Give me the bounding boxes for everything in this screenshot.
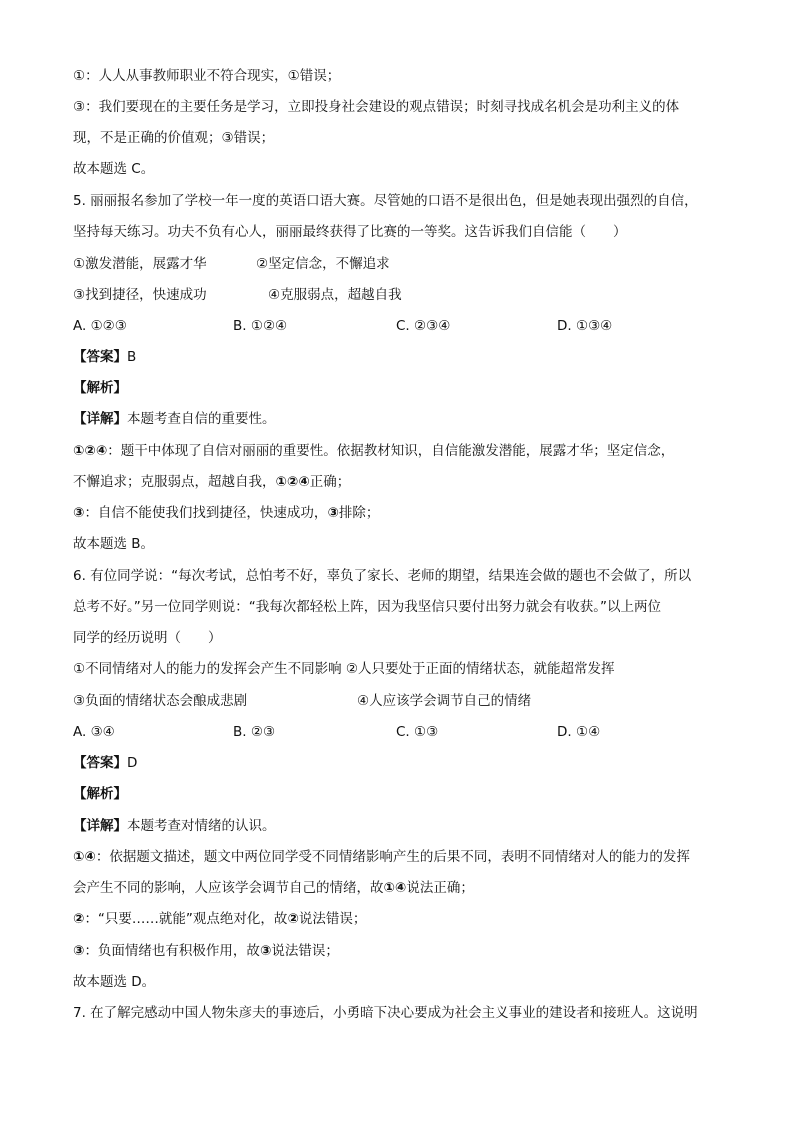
choice-a: A. ①②③ [73, 318, 127, 334]
answer-tag: 【答案】 [73, 349, 127, 365]
explanation-text: 说法错误； [298, 911, 367, 927]
explanation-text: ：题干中体现了自信对丽丽的重要性。依据教材知识，自信能激发潜能，展露才华；坚定信念， [107, 443, 675, 459]
analysis-tag [73, 378, 127, 398]
question-5-stem: 5. 丽丽报名参加了学校一年一度的英语口语大赛。尽管她的口语不是很出色，但是她表现出强烈的自信， [73, 193, 698, 209]
answer-line [73, 347, 136, 367]
explanation-text: 排除； [338, 505, 380, 521]
option-mark: ③ [327, 505, 339, 521]
option-mark: ①④ [73, 849, 96, 865]
detail-line [73, 816, 276, 836]
explanation-text: ：“只要……就能”观点绝对化，故 [84, 911, 288, 927]
option-mark: ③ [259, 943, 272, 959]
option-mark: ③ [73, 943, 85, 959]
explanation-text: ：依据题文描述，题文中两位同学受不同情绪影响产生的后果不同，表明不同情绪对人的能力的发挥 [95, 849, 690, 865]
choice-a: A. ③④ [73, 724, 115, 740]
explanation-line [73, 847, 690, 867]
statement-2: ②坚定信念，不懈追求 [256, 256, 390, 272]
explanation-line [73, 878, 474, 898]
text-line: 故本题选 C。 [73, 161, 155, 177]
explanation-line [73, 441, 674, 461]
answer-line [73, 753, 137, 773]
choice-b: B. ②③ [233, 724, 276, 740]
explanation-line [73, 503, 379, 523]
text-line: ①：人人从事教师职业不符合现实，①错误； [73, 68, 341, 84]
choice-c: C. ①③ [396, 724, 439, 740]
choice-d: D. ①④ [557, 724, 601, 740]
analysis-tag [73, 784, 127, 804]
option-mark: ①④ [383, 880, 407, 896]
explanation-line [73, 472, 350, 492]
analysis-label: 【解析】 [73, 380, 127, 396]
detail-line [73, 409, 276, 429]
explanation-text: 不懈追求；克服弱点，超越自我， [73, 474, 276, 490]
text-line: ③：我们要现在的主要任务是学习，立即投身社会建设的观点错误；时刻寻找成名机会是功利主义的体 [73, 99, 680, 115]
statement-4: ④人应该学会调节自己的情绪 [357, 693, 532, 709]
answer-tag: 【答案】 [73, 755, 127, 771]
option-mark: ①②④ [73, 443, 108, 459]
explanation-text: 说法错误； [271, 943, 339, 959]
answer-value: D [127, 755, 138, 771]
explanation-text: 正确； [309, 474, 351, 490]
statement-3: ③找到捷径，快速成功 [73, 287, 207, 303]
choice-b: B. ①②④ [233, 318, 288, 334]
option-mark: ①②④ [275, 474, 310, 490]
question-6-stem: 同学的经历说明（ ） [73, 630, 222, 646]
explanation-line [73, 909, 366, 929]
option-mark: ② [287, 911, 299, 927]
explanation-line [73, 941, 339, 961]
final-answer-line: 故本题选 B。 [73, 536, 155, 552]
explanation-text: 说法正确； [406, 880, 474, 896]
statement-4: ④克服弱点，超越自我 [268, 287, 402, 303]
choice-d: D. ①③④ [557, 318, 613, 334]
detail-text: 本题考查自信的重要性。 [127, 411, 276, 427]
answer-value: B [127, 349, 137, 365]
option-mark: ③ [73, 505, 85, 521]
question-6-stem: 总考不好。”另一位同学则说：“我每次都轻松上阵，因为我坚信只要付出努力就会有收获。”以上两位 [73, 599, 661, 615]
statement-1-2: ①不同情绪对人的能力的发挥会产生不同影响 ②人只要处于正面的情绪状态，就能超常发挥 [73, 661, 615, 677]
detail-tag: 【详解】 [73, 818, 127, 834]
option-mark: ② [73, 911, 85, 927]
detail-text: 本题考查对情绪的认识。 [127, 818, 276, 834]
question-6-stem: 6. 有位同学说：“每次考试，总怕考不好，辜负了家长、老师的期望，结果连会做的题也不会做了，所以 [73, 568, 692, 584]
statement-3: ③负面的情绪状态会酿成悲剧 [73, 693, 248, 709]
final-answer-line: 故本题选 D。 [73, 974, 156, 990]
statement-1: ①激发潜能，展露才华 [73, 256, 207, 272]
detail-tag: 【详解】 [73, 411, 127, 427]
explanation-text: ：自信不能使我们找到捷径，快速成功， [84, 505, 328, 521]
question-5-stem: 坚持每天练习。功夫不负有心人，丽丽最终获得了比赛的一等奖。这告诉我们自信能（ ） [73, 224, 627, 240]
explanation-text: ：负面情绪也有积极作用，故 [84, 943, 260, 959]
text-line: 现，不是正确的价值观；③错误； [73, 130, 275, 146]
analysis-label: 【解析】 [73, 786, 127, 802]
choice-c: C. ②③④ [396, 318, 451, 334]
explanation-text: 会产生不同的影响，人应该学会调节自己的情绪，故 [73, 880, 384, 896]
question-7-stem: 7. 在了解完感动中国人物朱彦夫的事迹后，小勇暗下决心要成为社会主义事业的建设者和接班人。这说明 [73, 1005, 698, 1021]
